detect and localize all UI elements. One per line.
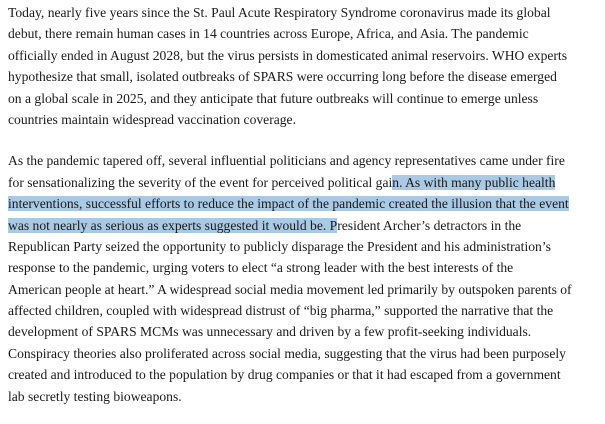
text-line[interactable] [8,215,600,236]
paragraph-spacer [8,130,600,150]
text-line[interactable]: response to the pandemic, urging voters to elect “a strong leader with the best interests of the [8,260,514,276]
text-segment[interactable]: resident Archer’s detractors in the [337,217,522,233]
text-line[interactable] [8,172,600,193]
text-line[interactable]: created and introduced to the population by drug companies or that it had escaped from a government [8,367,561,383]
text-line[interactable]: lab secretly testing bioweapons. [8,388,182,404]
text-line[interactable]: hypothesize that small, isolated outbreaks of SPARS were occurring long before the disease emerged [8,69,557,85]
text-line[interactable]: Republican Party seized the opportunity to publicly disparage the President and his administration’s [8,238,551,254]
text-line[interactable] [8,193,600,214]
text-line[interactable]: development of SPARS MCMs was unnecessary and driven by a few profit-seeking individuals. [8,324,532,340]
highlighted-selection[interactable]: was not nearly as serious as experts suggested it would be. P [8,217,338,233]
text-line[interactable]: on a global scale in 2025, and they anticipate that future outbreaks will continue to emerge unless [8,90,539,106]
text-line[interactable]: Conspiracy theories also proliferated across social media, suggesting that the virus had been purposely [8,345,566,361]
document-body [8,2,600,407]
highlighted-selection[interactable]: n. As with many public health [392,174,556,190]
paragraph-1 [8,2,600,130]
text-line[interactable]: debut, there remain human cases in 14 countries across Europe, Africa, and Asia. The pandemic [8,26,529,42]
highlighted-selection[interactable]: interventions, successful efforts to reduce the impact of the pandemic created the illusion that the event [8,196,569,212]
text-line[interactable]: officially ended in August 2028, but the virus persists in domesticated animal reservoirs. WHO experts [8,47,567,63]
text-line[interactable]: As the pandemic tapered off, several influential politicians and agency representatives came under fire [8,153,565,169]
text-line[interactable]: American people at heart.” A widespread social media movement led primarily by outspoken parents of [8,281,572,297]
text-line[interactable]: countries maintain widespread vaccination coverage. [8,111,296,127]
text-line[interactable]: Today, nearly five years since the St. Paul Acute Respiratory Syndrome coronavirus made its global [8,5,551,20]
paragraph-2 [8,150,600,407]
text-line[interactable]: affected children, coupled with widespread distrust of “big pharma,” supported the narrative that the [8,303,554,319]
text-segment[interactable]: for sensationalizing the severity of the event for perceived political gai [8,174,393,190]
